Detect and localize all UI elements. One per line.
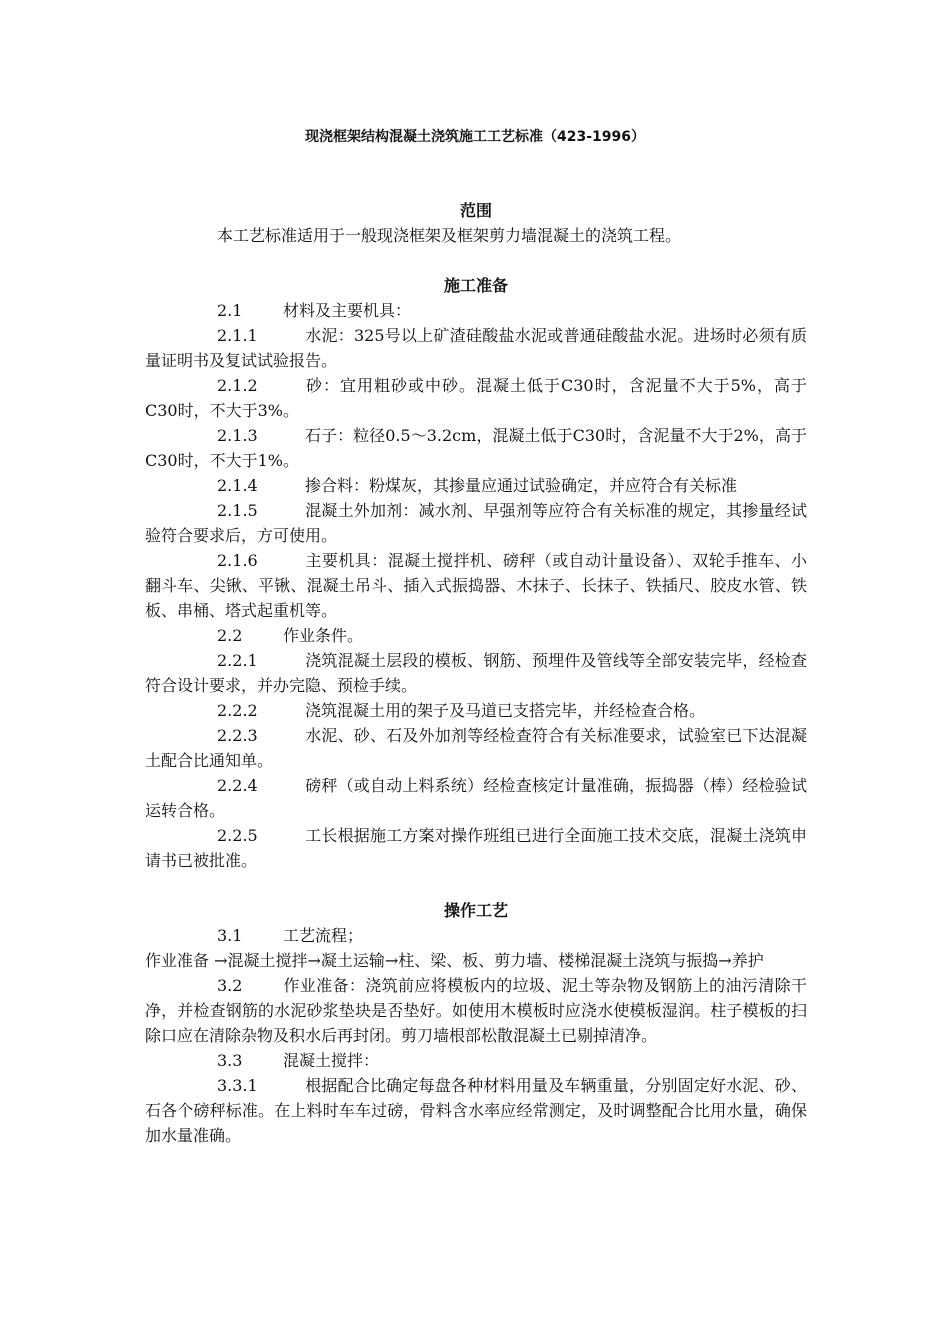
- section-heading-scope: 范围: [459, 201, 492, 220]
- paragraph-2-2: [145, 623, 807, 648]
- clause-number: 2.1: [217, 301, 243, 320]
- paragraph-2-2-1: [145, 648, 807, 698]
- clause-text: 工艺流程；: [283, 926, 364, 945]
- paragraph-2-1-5: [145, 498, 807, 548]
- clause-number: 2.1.2: [217, 376, 258, 395]
- section-heading-operation: 操作工艺: [443, 901, 508, 920]
- clause-number: 2.2: [217, 626, 243, 645]
- clause-number: 3.3: [217, 1051, 243, 1070]
- clause-number: 2.2.2: [217, 701, 258, 720]
- paragraph-2-1-3: [145, 423, 807, 473]
- clause-text: 作业条件。: [283, 626, 364, 645]
- paragraph-2-1: [145, 298, 807, 323]
- clause-text: 石子：粒径0.5～3.2cm，混凝土低于C30时，含泥量不大于2%，高于C30时，不大于1%。: [145, 426, 807, 470]
- clause-text: 磅秤（或自动上料系统）经检查核定计量准确，振捣器（棒）经检验试运转合格。: [145, 776, 807, 820]
- clause-text: 掺合料：粉煤灰，其掺量应通过试验确定，并应符合有关标准: [305, 476, 738, 495]
- scope-paragraph: 本工艺标准适用于一般现浇框架及框架剪力墙混凝土的浇筑工程。: [217, 226, 682, 245]
- clause-number: 3.3.1: [217, 1076, 258, 1095]
- process-flow: 作业准备 →混凝土搅拌→凝土运输→柱、梁、板、剪力墙、楼梯混凝土浇筑与振捣→养护: [145, 951, 764, 970]
- paragraph-2-1-6: [145, 548, 807, 623]
- clause-number: 2.2.4: [217, 776, 258, 795]
- clause-number: 2.1.5: [217, 501, 258, 520]
- clause-number: 2.2.1: [217, 651, 258, 670]
- clause-text: 水泥：325号以上矿渣硅酸盐水泥或普通硅酸盐水泥。进场时必须有质量证明书及复试试验报告。: [145, 326, 807, 370]
- clause-text: 混凝土搅拌：: [283, 1051, 380, 1070]
- clause-number: 2.1.6: [217, 551, 258, 570]
- clause-text: 水泥、砂、石及外加剂等经检查符合有关标准要求，试验室已下达混凝土配合比通知单。: [145, 726, 807, 770]
- clause-text: 浇筑混凝土层段的模板、钢筋、预埋件及管线等全部安装完毕，经检查符合设计要求，并办完隐、预检手续。: [145, 651, 807, 695]
- clause-text: 材料及主要机具：: [283, 301, 412, 320]
- clause-text: 浇筑混凝土用的架子及马道已支搭完毕，并经检查合格。: [305, 701, 706, 720]
- paragraph-2-1-4: [145, 473, 807, 498]
- clause-number: 2.1.3: [217, 426, 258, 445]
- clause-number: 3.2: [217, 976, 243, 995]
- clause-number: 3.1: [217, 926, 243, 945]
- document-body: [145, 198, 807, 1148]
- clause-text: 混凝土外加剂：减水剂、早强剂等应符合有关标准的规定，其掺量经试验符合要求后，方可使用。: [145, 501, 807, 545]
- clause-number: 2.1.1: [217, 326, 258, 345]
- paragraph-3-3: [145, 1048, 807, 1073]
- paragraph-2-2-4: [145, 773, 807, 823]
- clause-text: 工长根据施工方案对操作班组已进行全面施工技术交底，混凝土浇筑申请书已被批准。: [145, 826, 807, 870]
- clause-number: 2.1.4: [217, 476, 258, 495]
- paragraph-3-1: [145, 923, 807, 948]
- paragraph-3-3-1: [145, 1073, 807, 1148]
- clause-number: 2.2.3: [217, 726, 258, 745]
- section-heading-preparation: 施工准备: [443, 276, 508, 295]
- paragraph-2-1-1: [145, 323, 807, 373]
- paragraph-3-2: [145, 973, 807, 1048]
- document-title: 现浇框架结构混凝土浇筑施工工艺标准（423-1996）: [305, 129, 645, 145]
- paragraph-2-2-2: [145, 698, 807, 723]
- clause-text: 主要机具：混凝土搅拌机、磅秤（或自动计量设备）、双轮手推车、小翻斗车、尖锹、平锹、混凝土吊斗、插入式振捣器、木抹子、长抹子、铁插尺、胶皮水管、铁板、串桶、塔式起重机等。: [145, 551, 807, 620]
- clause-text: 根据配合比确定每盘各种材料用量及车辆重量，分别固定好水泥、砂、石各个磅秤标准。在上料时车车过磅，骨料含水率应经常测定，及时调整配合比用水量，确保加水量准确。: [145, 1076, 807, 1145]
- clause-text: 砂：宜用粗砂或中砂。混凝土低于C30时，含泥量不大于5%，高于C30时，不大于3%。: [145, 376, 807, 420]
- clause-text: 作业准备：浇筑前应将模板内的垃圾、泥土等杂物及钢筋上的油污清除干净，并检查钢筋的水泥砂浆垫块是否垫好。如使用木模板时应浇水使模板湿润。柱子模板的扫除口应在清除杂物及积水后再封闭。剪刀墙根部松散混凝土已剔掉清净。: [145, 976, 807, 1045]
- paragraph-2-2-5: [145, 823, 807, 873]
- paragraph-2-1-2: [145, 373, 807, 423]
- paragraph-2-2-3: [145, 723, 807, 773]
- clause-number: 2.2.5: [217, 826, 258, 845]
